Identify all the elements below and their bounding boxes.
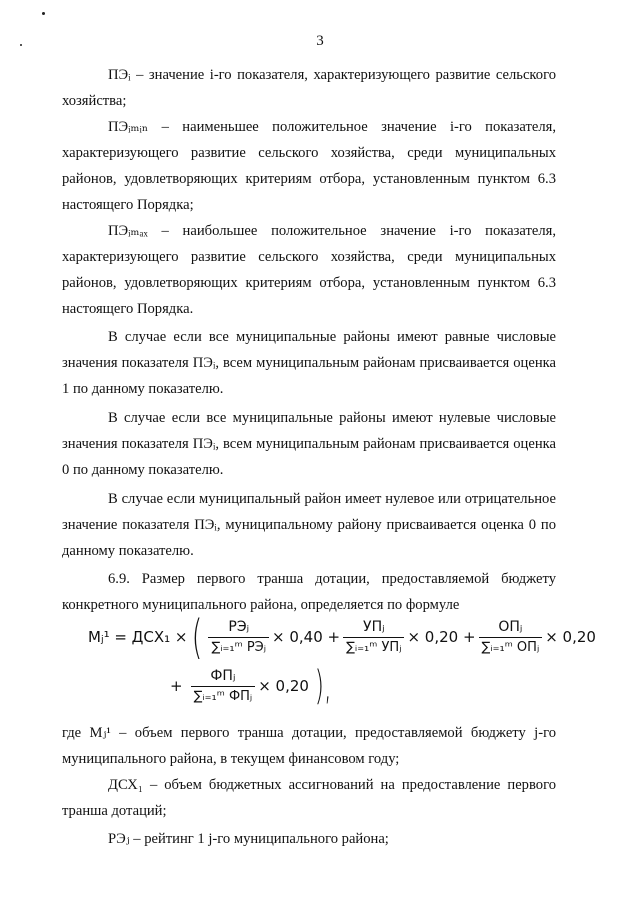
formula-fraction-upj <box>343 619 404 655</box>
fraction-numerator: ОПⱼ <box>498 619 523 635</box>
paragraph-pei-definition: ПЭᵢ – значение i-го показателя, характеризующего развитие сельского хозяйства; <box>62 67 556 109</box>
formula-coef-4: × 0,20 <box>258 677 309 695</box>
paragraph-dsh-definition: ДСХ₁ – объем бюджетных ассигнований на предоставление первого транша дотаций; <box>62 777 556 819</box>
paragraph-mj-definition: где Mⱼ¹ – объем первого транша дотации, предоставляемой бюджету j-го муниципального района, в текущем финансовом году; <box>62 725 556 767</box>
formula-fraction-fpj <box>191 668 256 704</box>
paragraph-peimin-definition: ПЭᵢₘᵢₙ – наименьшее положительное значение i-го показателя, характеризующего развитие сельского хозяйства, среди муниципальных районов, удовлетворяющих критериям отбора, установленным пунктом 6.3 настоящего Порядка; <box>62 119 556 213</box>
paragraph-section-6-9: 6.9. Размер первого транша дотации, предоставляемой бюджету конкретного муниципального района, определяется по формуле <box>62 571 556 613</box>
formula-plus: + <box>170 677 183 695</box>
paragraph-peimax-definition: ПЭᵢₘₐₓ – наибольшее положительное значение i-го показателя, характеризующего развитие сельского хозяйства, среди муниципальных районов, удовлетворяющих критериям отбора, установленным пунктом 6.3 настоящего Порядка. <box>62 223 556 317</box>
paragraph-rej-definition: РЭⱼ – рейтинг 1 j-го муниципального района; <box>108 831 389 847</box>
formula-close-paren: ), <box>314 663 332 709</box>
formula-lhs: Mⱼ¹ = ДСХ₁ × <box>88 628 188 646</box>
paragraph-equal-values: В случае если все муниципальные районы имеют равные числовые значения показателя ПЭᵢ, всем муниципальным районам присваивается оценка 1 по данному показателю. <box>62 329 556 397</box>
fraction-denominator: ∑ᵢ₌₁ᵐ УПⱼ <box>343 637 404 655</box>
paragraph-zero-values: В случае если все муниципальные районы имеют нулевые числовые значения показателя ПЭᵢ, всем муниципальным районам присваивается оценка 0 по данному показателю. <box>62 410 556 478</box>
page-number: 3 <box>316 33 324 49</box>
formula-open-paren: ( <box>191 610 202 664</box>
fraction-numerator: РЭⱼ <box>228 619 250 635</box>
scan-speck <box>42 12 45 15</box>
paragraph-negative-values: В случае если муниципальный район имеет нулевое или отрицательное значение показателя ПЭᵢ, муниципальному району присваивается оценка 0 по данному показателю. <box>62 491 556 559</box>
fraction-denominator: ∑ᵢ₌₁ᵐ ФПⱼ <box>191 686 256 704</box>
fraction-denominator: ∑ᵢ₌₁ᵐ РЭⱼ <box>208 637 269 655</box>
formula-fraction-opj <box>479 619 543 655</box>
formula-coef-1: × 0,40 + <box>272 628 341 646</box>
fraction-numerator: ФПⱼ <box>210 668 236 684</box>
formula-line-1 <box>88 610 596 664</box>
formula-fraction-rej <box>208 619 269 655</box>
formula-coef-3: × 0,20 <box>545 628 596 646</box>
formula-coef-2: × 0,20 + <box>407 628 476 646</box>
fraction-numerator: УПⱼ <box>363 619 385 635</box>
fraction-denominator: ∑ᵢ₌₁ᵐ ОПⱼ <box>479 637 543 655</box>
formula-line-2 <box>170 663 337 709</box>
